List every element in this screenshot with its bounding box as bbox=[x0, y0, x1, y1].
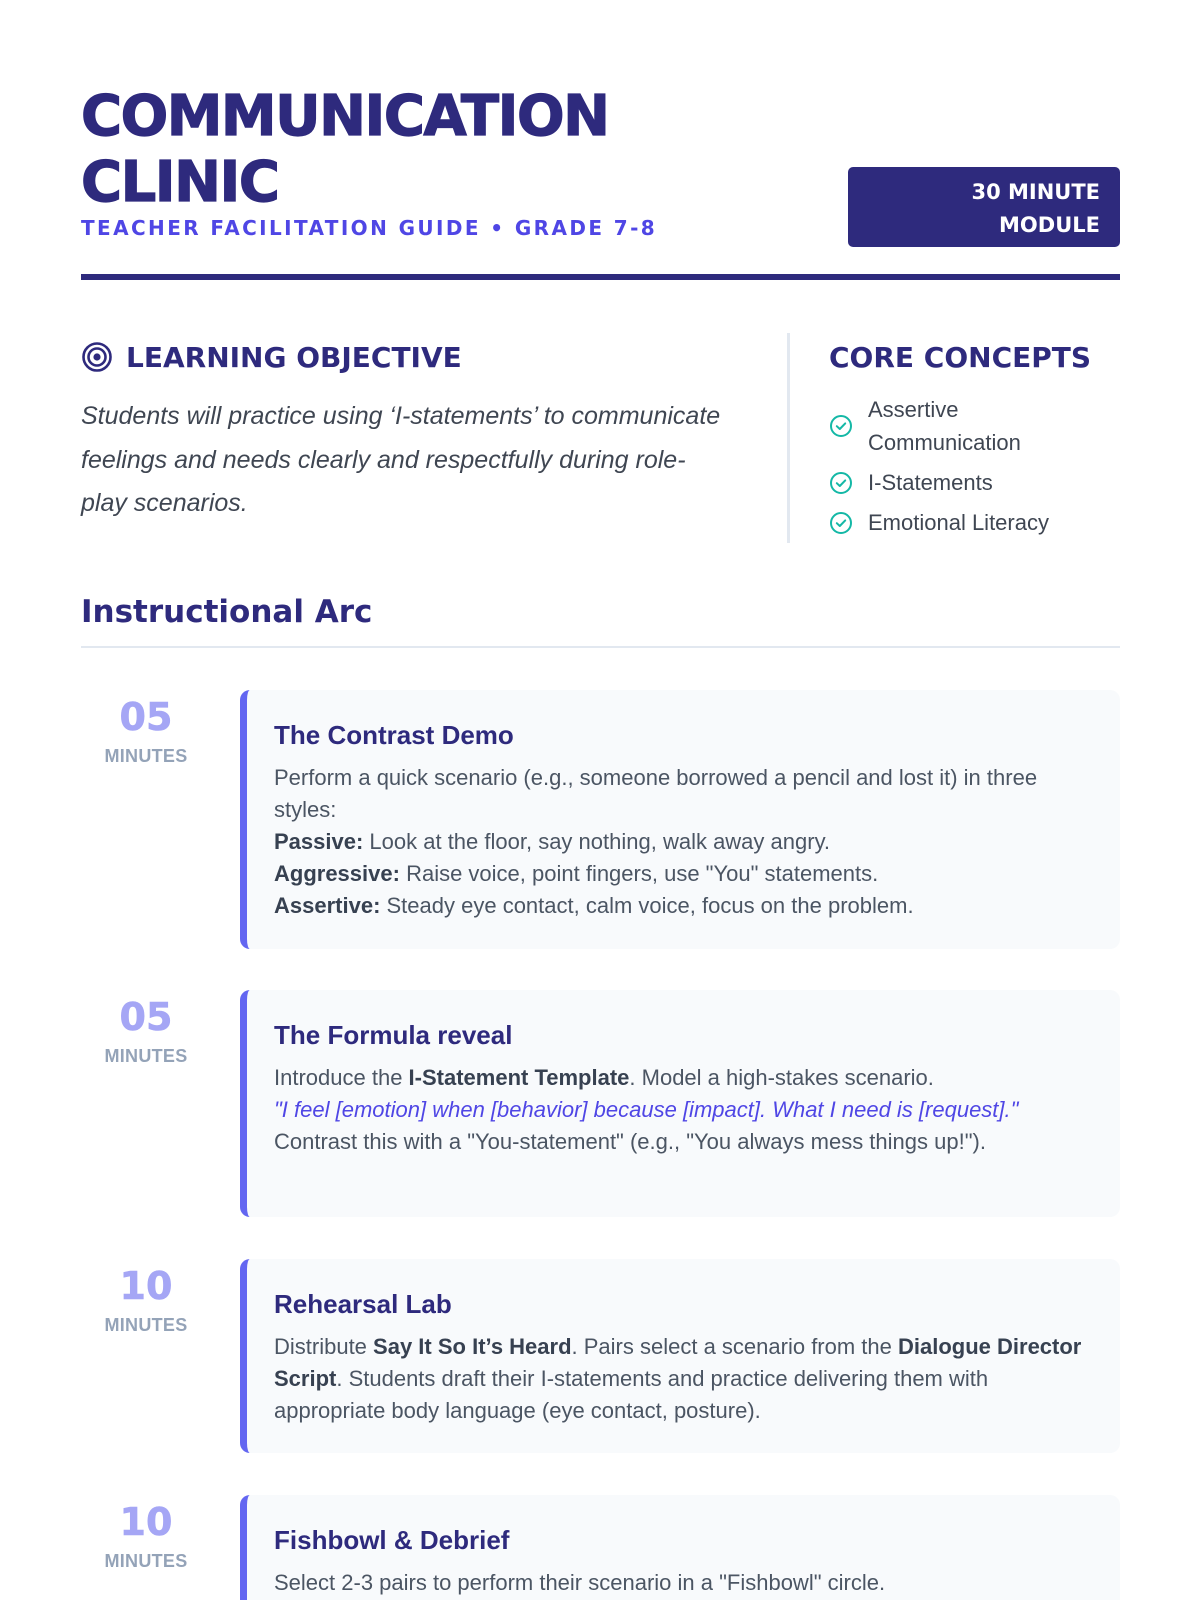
intro-text: . Model a high-stakes scenario. bbox=[629, 1065, 934, 1090]
check-circle-icon bbox=[829, 511, 853, 535]
learning-objective-text: Students will practice using ‘I-statements’ to communicate feelings and needs clearly and respectfully during role-play scenarios. bbox=[81, 402, 721, 517]
step-title: Rehearsal Lab bbox=[274, 1289, 452, 1319]
step-intro: Perform a quick scenario (e.g., someone borrowed a pencil and lost it) in three styles: bbox=[274, 765, 1038, 822]
style-line-assertive bbox=[274, 890, 1092, 922]
core-concepts-heading: CORE CONCEPTS bbox=[829, 340, 1092, 374]
page-subtitle: TEACHER FACILITATION GUIDE • GRADE 7-8 bbox=[81, 216, 658, 240]
step-text: Select 2-3 pairs to perform their scenario in a "Fishbowl" circle. bbox=[274, 1570, 886, 1595]
column-divider bbox=[787, 333, 790, 543]
check-circle-icon bbox=[829, 414, 853, 438]
step-duration bbox=[81, 1495, 211, 1572]
step-duration bbox=[81, 990, 211, 1067]
concept-item bbox=[829, 506, 1120, 539]
title-line-1: COMMUNICATION bbox=[81, 84, 609, 149]
duration-number: 10 bbox=[119, 1500, 173, 1544]
style-label: Passive: bbox=[274, 829, 364, 854]
script-name: Dialogue Director Script bbox=[274, 1334, 1082, 1391]
step-text bbox=[274, 1331, 1092, 1427]
step-card bbox=[240, 1259, 1120, 1453]
guide-page bbox=[81, 0, 1120, 1595]
contrast-text: Contrast this with a "You-statement" (e.g., "You always mess things up!"). bbox=[274, 1129, 986, 1154]
style-label: Aggressive: bbox=[274, 861, 400, 886]
target-icon bbox=[81, 341, 113, 373]
step-body bbox=[274, 762, 1092, 922]
step-card bbox=[240, 1495, 1120, 1600]
step-text-part: Distribute bbox=[274, 1334, 374, 1359]
arc-divider bbox=[81, 646, 1120, 648]
step-title: Fishbowl & Debrief bbox=[274, 1525, 510, 1555]
step-title: The Formula reveal bbox=[274, 1020, 513, 1050]
learning-objective-label: LEARNING OBJECTIVE bbox=[126, 340, 462, 374]
step-duration bbox=[81, 690, 211, 767]
module-duration-badge bbox=[848, 167, 1120, 247]
style-line-aggressive bbox=[274, 858, 1092, 890]
step-card bbox=[240, 990, 1120, 1217]
objective-concepts-row bbox=[81, 333, 1120, 543]
style-line-passive bbox=[274, 826, 1092, 858]
concept-label: Assertive Communication bbox=[868, 397, 1021, 455]
concept-item bbox=[829, 393, 1120, 459]
intro-text: Introduce the bbox=[274, 1065, 409, 1090]
badge-line-2: MODULE bbox=[999, 213, 1100, 237]
concept-item bbox=[829, 466, 1120, 499]
concept-label: Emotional Literacy bbox=[868, 510, 1049, 535]
step-body bbox=[274, 1331, 1092, 1427]
instructional-arc-heading: Instructional Arc bbox=[81, 594, 373, 630]
duration-unit: MINUTES bbox=[104, 746, 188, 766]
concept-list bbox=[829, 393, 1120, 539]
badge-line-1: 30 MINUTE bbox=[971, 180, 1100, 204]
handout-name: Say It So It’s Heard bbox=[373, 1334, 572, 1359]
concept-label: I-Statements bbox=[868, 470, 993, 495]
style-label: Assertive: bbox=[274, 893, 381, 918]
core-concepts-section bbox=[829, 333, 1120, 546]
duration-unit: MINUTES bbox=[104, 1315, 188, 1335]
step-body bbox=[274, 1567, 1092, 1599]
header-divider bbox=[81, 274, 1120, 280]
step-text-part: . Pairs select a scenario from the bbox=[571, 1334, 898, 1359]
step-title: The Contrast Demo bbox=[274, 720, 514, 750]
step-body bbox=[274, 1062, 1092, 1158]
i-statement-formula: "I feel [emotion] when [behavior] because [impact]. What I need is [request]." bbox=[274, 1097, 1019, 1122]
style-text: Raise voice, point fingers, use "You" statements. bbox=[399, 861, 879, 886]
duration-unit: MINUTES bbox=[104, 1046, 188, 1066]
step-text-part: . Students draft their I-statements and practice delivering them with appropriate body language (eye contact, posture). bbox=[274, 1366, 989, 1423]
style-text: Look at the floor, say nothing, walk away angry. bbox=[363, 829, 831, 854]
duration-number: 10 bbox=[119, 1264, 173, 1308]
step-duration bbox=[81, 1259, 211, 1336]
style-text: Steady eye contact, calm voice, focus on the problem. bbox=[380, 893, 914, 918]
check-circle-icon bbox=[829, 471, 853, 495]
page-header bbox=[81, 0, 1120, 282]
duration-number: 05 bbox=[119, 695, 173, 739]
duration-number: 05 bbox=[119, 995, 173, 1039]
learning-objective-heading bbox=[81, 333, 721, 381]
step-intro bbox=[274, 1062, 1092, 1094]
title-line-2: CLINIC bbox=[81, 150, 279, 215]
duration-unit: MINUTES bbox=[104, 1551, 188, 1571]
page-title bbox=[81, 84, 761, 216]
learning-objective-section bbox=[81, 333, 721, 526]
step-card bbox=[240, 690, 1120, 949]
template-name: I-Statement Template bbox=[408, 1065, 630, 1090]
